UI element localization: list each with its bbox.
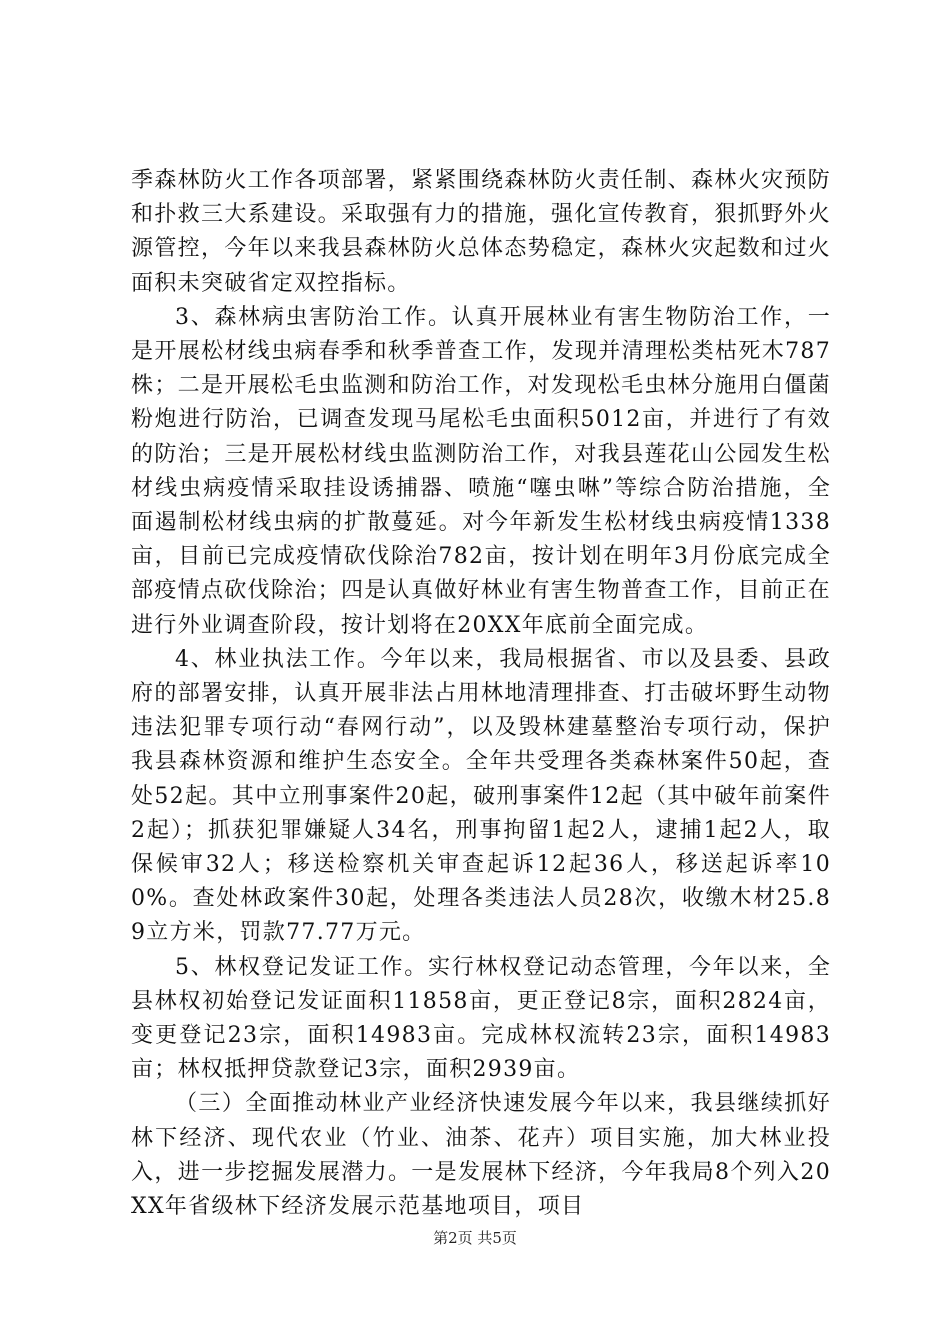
paragraph-forest-fire-prevention: 季森林防火工作各项部署，紧紧围绕森林防火责任制、森林火灾预防和扑救三大系建设。采取强有力的措施，强化宣传教育，狠抓野外火源管控，今年以来我县森林防火总体态势稳定，森林火灾起数和过火面积未突破省定双控指标。: [131, 168, 831, 296]
paragraph-pest-control: 3、森林病虫害防治工作。认真开展林业有害生物防治工作，一是开展松材线虫病春季和秋季普查工作，发现并清理松类枯死木787株；二是开展松毛虫监测和防治工作，对发现松毛虫林分施用白僵菌粉炮进行防治，已调查发现马尾松毛虫面积5012亩，并进行了有效的防治；三是开展松材线虫监测防治工作，对我县莲花山公园发生松材线虫病疫情采取挂设诱捕器、喷施“噻虫啉”等综合防治措施，全面遏制松材线虫病的扩散蔓延。对今年新发生松材线虫病疫情1338亩，目前已完成疫情砍伐除治782亩，按计划在明年3月份底完成全部疫情点砍伐除治；四是认真做好林业有害生物普查工作，目前正在进行外业调查阶段，按计划将在20XX年底前全面完成。: [131, 304, 831, 638]
paragraph-forest-rights-registration: 5、林权登记发证工作。实行林权登记动态管理，今年以来，全县林权初始登记发证面积11858亩，更正登记8宗，面积2824亩，变更登记23宗，面积14983亩。完成林权流转23宗，面积14983亩；林权抵押贷款登记3宗，面积2939亩。: [131, 954, 831, 1083]
paragraph-forestry-industry: （三）全面推动林业产业经济快速发展今年以来，我县继续抓好林下经济、现代农业（竹业、油茶、花卉）项目实施，加大林业投入，进一步挖掘发展潜力。一是发展林下经济，今年我局8个列入20XX年省级林下经济发展示范基地项目，项目: [131, 1091, 831, 1220]
paragraph-law-enforcement: 4、林业执法工作。今年以来，我局根据省、市以及县委、县政府的部署安排，认真开展非法占用林地清理排查、打击破坏野生动物违法犯罪专项行动“春网行动”，以及毁林建墓整治专项行动，保护我县森林资源和维护生态安全。全年共受理各类森林案件50起，查处52起。其中立刑事案件20起，破刑事案件12起（其中破年前案件2起）；抓获犯罪嫌疑人34名，刑事拘留1起2人，逮捕1起2人，取保候审32人；移送检察机关审查起诉12起36人，移送起诉率100%。查处林政案件30起，处理各类违法人员28次，收缴木材25.89立方米，罚款77.77万元。: [131, 646, 831, 946]
document-body: [131, 164, 831, 1224]
page-number-footer: 第2页 共5页: [433, 1229, 517, 1247]
